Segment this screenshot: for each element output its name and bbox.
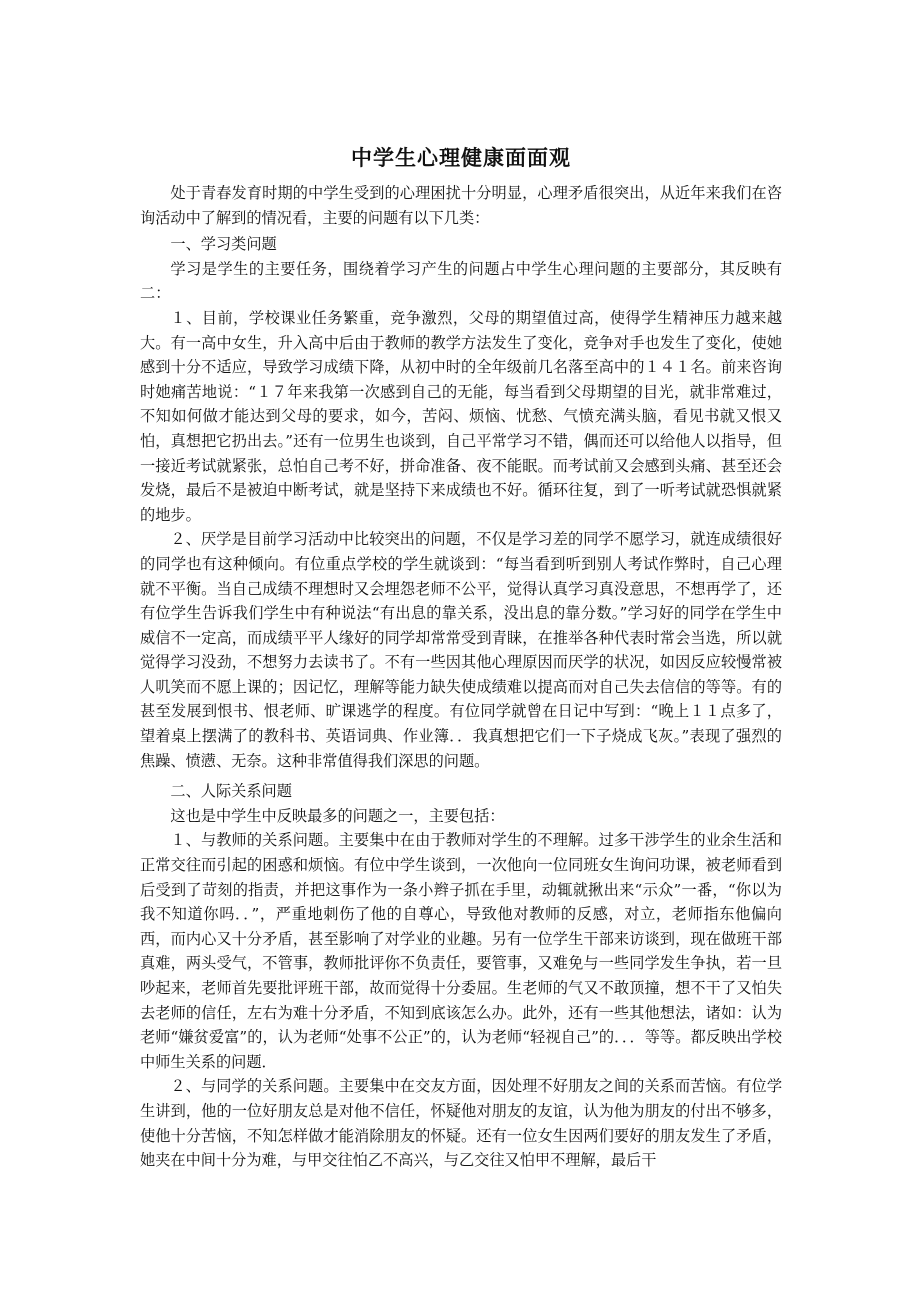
document-body [140,143,782,1173]
paragraph-study-pressure: １、目前，学校课业任务繁重，竞争激烈，父母的期望值过高，使得学生精神压力越来越大。有一高中女生，升入高中后由于教师的教学方法发生了变化，竞争对手也发生了变化，使她感到十分不适应，导致学习成绩下降，从初中时的全年级前几名落至高中的１４１名。前来咨询时她痛苦地说：“１７年来我第一次感到自己的无能，每当看到父母期望的目光，就非常难过，不知如何做才能达到父母的要求，如今，苦闷、烦恼、忧愁、气愤充满头脑，看见书就又恨又怕，真想把它扔出去。”还有一位男生也谈到，自己平常学习不错，偶而还可以给他人以指导，但一接近考试就紧张，总怕自己考不好，拼命准备、夜不能眠。而考试前又会感到头痛、甚至还会发烧，最后不是被迫中断考试，就是坚持下来成绩也不好。循环往复，到了一听考试就恐惧就紧的地步。 [140,308,782,524]
document-title: 中学生心理健康面面观 [351,146,571,170]
paragraph-peer-relationship: ２、与同学的关系问题。主要集中在交友方面，因处理不好朋友之间的关系而苦恼。有位学生讲到，他的一位好朋友总是对他不信任，怀疑他对朋友的友谊，认为他为朋友的付出不够多，使他十分苦恼，不知怎样做才能消除朋友的怀疑。还有一位女生因两们要好的朋友发生了矛盾，她夹在中间十分为难，与甲交往怕乙不高兴，与乙交往又怕甲不理解，最后干 [140,1077,782,1170]
paragraph-study-aversion: ２、厌学是目前学习活动中比较突出的问题，不仅是学习差的同学不愿学习，就连成绩很好的同学也有这种倾向。有位重点学校的学生就谈到：“每当看到听到别人考试作弊时，自己心理就不平衡。当自己成绩不理想时又会埋怨老师不公平，觉得认真学习真没意思，不想再学了，还有位学生告诉我们学生中有种说法“有出息的靠关系，没出息的靠分数。”学习好的同学在学生中威信不一定高，而成绩平平人缘好的同学却常常受到青睐，在推举各种代表时常会当选，所以就觉得学习没劲，不想努力去读书了。不有一些因其他心理原因而厌学的状况，如因反应较慢常被人叽笑而不愿上课的；因记忆，理解等能力缺失使成绩难以提高而对自己失去信信的等等。有的甚至发展到恨书、恨老师、旷课逃学的程度。有位同学就曾在日记中写到：“晚上１１点多了，望着桌上摆满了的教科书、英语词典、作业簿．．我真想把它们一下子烧成飞灰。”表现了强烈的焦躁、愤懑、无奈。这种非常值得我们深思的问题。 [140,530,782,770]
section-heading-relationships: 二、人际关系问题 [170,782,292,801]
section-intro-study: 学习是学生的主要任务，围绕着学习产生的问题占中学生心理问题的主要部分，其反映有二： [140,259,782,303]
paragraph-teacher-relationship: １、与教师的关系问题。主要集中在由于教师对学生的不理解。过多干涉学生的业余生活和正常交往而引起的困惑和烦恼。有位中学生谈到，一次他向一位同班女生询问功课，被老师看到后受到了苛刻的指责，并把这事作为一条小辫子抓在手里，动辄就揪出来“示众”一番，“你以为我不知道你吗．．”，严重地刺伤了他的自尊心，导致他对教师的反感，对立，老师指东他偏向西，而内心又十分矛盾，甚至影响了对学业的业趣。另有一位学生干部来访谈到，现在做班干部真难，两头受气，不管事，教师批评你不负责任，要管事，又难免与一些同学发生争执，若一旦吵起来，老师首先要批评班干部，故而觉得十分委屈。生老师的气又不敢顶撞，想不干了又怕失去老师的信任，左右为难十分矛盾，不知到底该怎么办。此外，还有一些其他想法，诸如：认为老师“嫌贫爱富”的，认为老师“处事不公正”的，认为老师“轻视自己”的．．．等等。都反映出学校中师生关系的问题． [140,831,782,1071]
section-intro-relationships: 这也是中学生中反映最多的问题之一，主要包括： [170,806,505,825]
section-heading-study: 一、学习类问题 [170,235,277,254]
intro-paragraph: 处于青春发育时期的中学生受到的心理困扰十分明显，心理矛盾很突出，从近年来我们在咨询活动中了解到的情况看，主要的问题有以下几类： [140,184,782,227]
